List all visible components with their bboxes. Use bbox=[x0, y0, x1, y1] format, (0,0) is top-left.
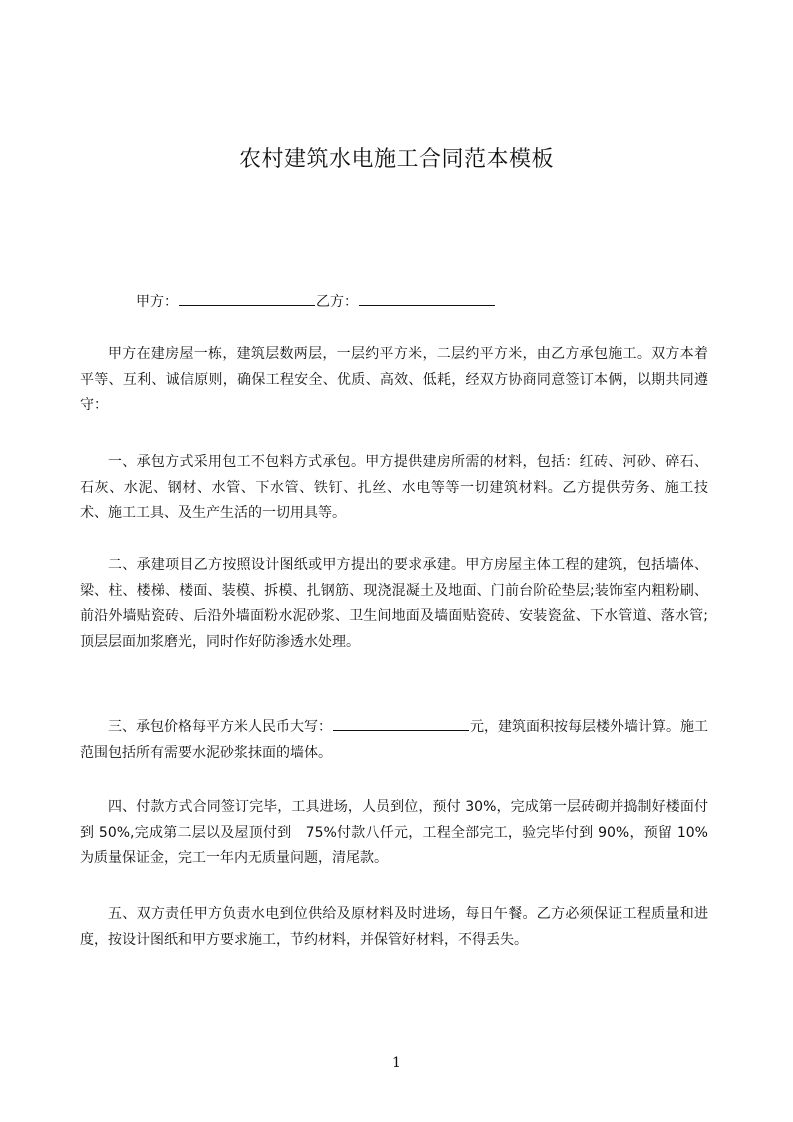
document-title: 农村建筑水电施工合同范本模板 bbox=[238, 147, 554, 172]
clause-4-paragraph: 四、付款方式合同签订完毕，工具进场，人员到位，预付 30%，完成第一层砖砌并捣制好楼面付到 50%,完成第二层以及屋顶付到 75%付款八仟元，工程全部完工，验完毕付到 90%，预留 10%为质量保证金，完工一年内无质量问题，清尾款。 bbox=[80, 799, 708, 866]
page-number: 1 bbox=[392, 1055, 401, 1071]
parties-line bbox=[136, 291, 496, 312]
clause-2-paragraph: 二、承建项目乙方按照设计图纸或甲方提出的要求承建。甲方房屋主体工程的建筑，包括墙体、梁、柱、楼梯、楼面、装模、拆模、扎钢筋、现浇混凝土及地面、门前台阶砼垫层;装饰室内粗粉刷、前沿外墙贴瓷砖、后沿外墙面粉水泥砂浆、卫生间地面及墙面贴瓷砖、安装瓷盆、下水管道、落水管;顶层层面加浆磨光，同时作好防渗透水处理。 bbox=[80, 557, 708, 650]
clause-5-paragraph: 五、双方责任甲方负责水电到位供给及原材料及时进场，每日午餐。乙方必须保证工程质量和进度，按设计图纸和甲方要求施工，节约材料，并保管好材料，不得丢失。 bbox=[80, 906, 708, 948]
price-clause-end: 元，建筑面积按每层楼外墙计算。施工范围包括所有需要水泥砂浆抹面的墙体。 bbox=[80, 719, 708, 761]
party-b-blank bbox=[359, 291, 495, 306]
clause-3-paragraph bbox=[80, 715, 708, 766]
price-blank bbox=[333, 716, 469, 731]
party-a-blank bbox=[179, 291, 315, 306]
clause-1-paragraph: 一、承包方式采用包工不包料方式承包。甲方提供建房所需的材料，包括：红砖、河砂、碎石、石灰、水泥、钢材、水管、下水管、铁钉、扎丝、水电等等一切建筑材料。乙方提供劳务、施工技术、施工工具、及生产生活的一切用具等。 bbox=[80, 454, 708, 521]
party-b-label: 乙方： bbox=[316, 294, 358, 310]
intro-paragraph: 甲方在建房屋一栋，建筑层数两层，一层约平方米，二层约平方米，由乙方承包施工。双方本着平等、互利、诚信原则，确保工程安全、优质、高效、低耗，经双方协商同意签订本俩，以期共同遵守： bbox=[80, 346, 708, 413]
party-a-label: 甲方： bbox=[136, 294, 178, 310]
price-clause-start: 三、承包价格每平方米人民币大写： bbox=[108, 719, 332, 735]
